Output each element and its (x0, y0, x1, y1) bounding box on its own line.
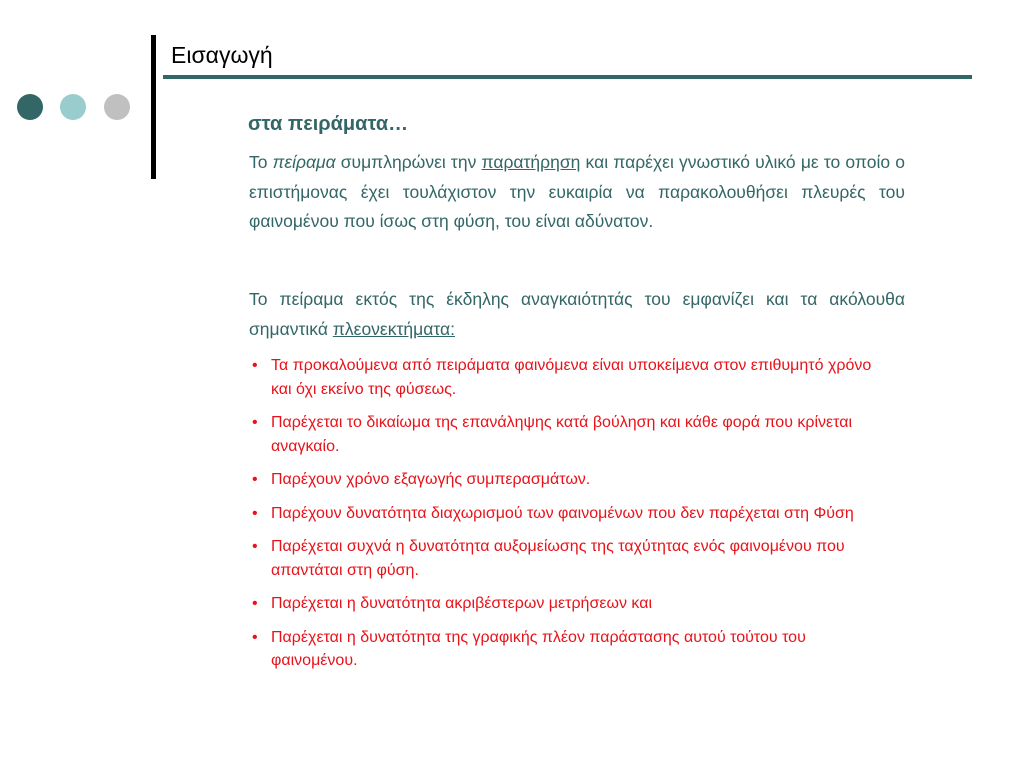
advantages-list (251, 354, 891, 683)
list-item (251, 502, 891, 526)
list-item-text: Παρέχουν δυνατότητα διαχωρισμού των φαινομένων που δεν παρέχεται στη Φύση (271, 504, 854, 522)
list-item (251, 468, 891, 492)
advantages-paragraph (249, 285, 905, 344)
list-item-text: Παρέχεται συχνά η δυνατότητα αυξομείωσης της ταχύτητας ενός φαινομένου που απαντάται στη φύση. (271, 538, 845, 579)
bullet-marker: • (252, 471, 258, 488)
slide-subtitle: στα πειράματα… (248, 113, 409, 135)
intro-paragraph (249, 148, 905, 237)
list-item-text: Παρέχεται το δικαίωμα της επανάληψης κατά βούληση και κάθε φορά που κρίνεται αναγκαίο. (271, 414, 853, 455)
link-paratirisi[interactable]: παρατήρηση (481, 152, 581, 172)
intro-text-2: συμπληρώνει την (335, 152, 482, 172)
bullet-marker: • (252, 628, 258, 646)
title-underline-rule (163, 75, 972, 79)
decorative-dot-teal (60, 94, 86, 120)
bullet-marker: • (252, 595, 258, 612)
bullet-marker: • (252, 504, 258, 522)
bullet-marker: • (252, 357, 258, 374)
bullet-marker: • (252, 414, 258, 431)
advantages-text: Το πείραμα εκτός της έκδηλης αναγκαιότητάς του εμφανίζει και τα ακόλουθα σημαντικά (249, 289, 905, 339)
slide-title: Εισαγωγή (171, 42, 273, 68)
list-item-text: Παρέχουν χρόνο εξαγωγής συμπερασμάτων. (271, 471, 591, 488)
list-item (251, 354, 891, 401)
intro-emphasis-peirama: πείραμα (272, 152, 336, 172)
list-item (251, 592, 891, 616)
list-item (251, 535, 891, 582)
link-pleonektimata[interactable]: πλεονεκτήματα: (332, 318, 455, 339)
list-item-text: Παρέχεται η δυνατότητα ακριβέστερων μετρήσεων και (271, 595, 652, 612)
list-item (251, 411, 891, 458)
decorative-dot-dark (17, 94, 43, 120)
title-vertical-bar (151, 35, 156, 179)
list-item (251, 626, 891, 673)
intro-text-3: και παρέχει γνωστικό υλικό με το οποίο ο επιστήμονας έχει τουλάχιστον την ευκαιρία να παρακολουθήσει πλευρές του φαινομένου που ίσως στη φύση, του είναι αδύνατον. (249, 152, 905, 231)
list-item-text: Παρέχεται η δυνατότητα της γραφικής πλέον παράστασης αυτού τούτου του φαινομένου. (271, 628, 806, 669)
bullet-marker: • (252, 538, 258, 555)
decorative-dot-grey (104, 94, 130, 120)
list-item-text: Τα προκαλούμενα από πειράματα φαινόμενα είναι υποκείμενα στον επιθυμητό χρόνο και όχι εκείνο της φύσεως. (271, 357, 872, 398)
intro-text-1: Το (249, 152, 273, 172)
